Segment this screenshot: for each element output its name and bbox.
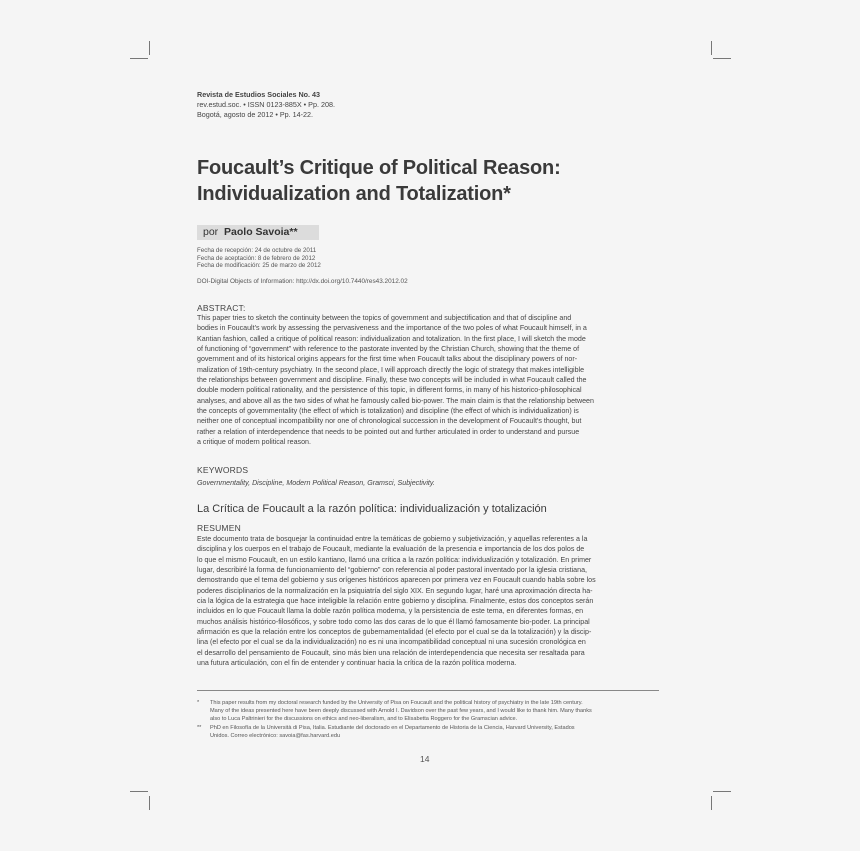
resumen-body: [197, 534, 659, 668]
footnote-line: Unidos. Correo electrónico: savoia@fas.harvard.edu: [210, 733, 341, 740]
resumen-label: RESUMEN: [197, 523, 241, 533]
crop-mark: [149, 796, 150, 810]
abstract-line: Kantian fashion, called a critique of political reason: individualization and totalization. In the first place, I will sketch the mode: [197, 334, 586, 343]
crop-mark: [130, 791, 148, 792]
journal-header: [197, 90, 335, 120]
author-box: [197, 225, 319, 240]
abstract-line: of functioning of “government” with reference to the pastorate invented by the Christian Church, showing that the theme of: [197, 345, 580, 354]
abstract-line: bodies in Foucault’s work by assessing the pervasiveness and the importance of the two poles of what Foucault himself, in a: [197, 324, 587, 333]
footnote-text: [210, 699, 659, 724]
author-name: Paolo Savoia**: [224, 226, 298, 238]
resumen-line: demostrando que el tema del gobierno y sus orígenes históricos aparecen por primera vez en Foucault cuando habla sobre los: [197, 576, 596, 585]
footnote-rule: [197, 690, 659, 691]
title-line: Individualization and Totalization*: [197, 183, 511, 205]
footnote-line: PhD en Filosofía de la Università di Pisa, Italia. Estudiante del doctorado en el Departamento de Historia de la Ciencia, Harvard University, Estados: [210, 725, 575, 731]
footnote-mark: **: [197, 725, 202, 731]
crop-mark: [130, 58, 148, 59]
title-line: Foucault’s Critique of Political Reason:: [197, 157, 561, 179]
journal-date: Bogotá, agosto de 2012 • Pp. 14-22.: [197, 110, 314, 119]
resumen-line: disciplina y los cuerpos en el trabajo de Foucault, mediante la evaluación de la presencia e importancia de los dos polos de: [197, 545, 585, 554]
crop-mark: [713, 791, 731, 792]
abstract-line: the concepts of governmentality (the effect of which is totalization) and discipline (the effect of which is individualization) is: [197, 407, 579, 416]
abstract-line: rather a relation of interdependence that needs to be pointed out and further articulated in order to understand and pursue: [197, 427, 580, 436]
abstract-line: This paper tries to sketch the continuity between the topics of government and subjectification and that of discipline and: [197, 314, 572, 322]
footnote-line: also to Luca Paltrinieri for the discussions on ethics and neo-liberalism, and to Elisabetta Roggero for the Gramscian advice.: [210, 716, 518, 723]
crop-mark: [713, 58, 731, 59]
resumen-line: afirmación es que la relación entre los conceptos de gubernamentalidad (el efecto por el cual se da la totalización) y la discip-: [197, 628, 592, 637]
doi-link[interactable]: DOI-Digital Objects of Information: http://dx.doi.org/10.7440/res43.2012.02: [197, 278, 408, 285]
date-accepted: Fecha de aceptación: 8 de febrero de 2012: [197, 254, 316, 262]
resumen-line: lugar, describiré la forma de funcionamiento del “gobierno” con referencia al poder pastoral inventado por la iglesia cristiana,: [197, 566, 587, 575]
page-number: 14: [420, 754, 430, 764]
resumen-line: lina (el efecto por el cual se da la individualización) no es ni una incompatibilidad conceptual ni una sucesión cronológica en: [197, 638, 586, 647]
abstract-line: the relationships between government and discipline. Finally, these two concepts will be included in what Foucault called the: [197, 376, 587, 385]
date-modified: Fecha de modificación: 25 de marzo de 2012: [197, 262, 321, 269]
author-prefix: por: [203, 226, 219, 238]
abstract-line: analyses, and above all as the two sides of what he famously called bio-power. The main claim is that the relationship between: [197, 396, 594, 405]
abstract-line: a critique of modern political reason.: [197, 438, 311, 447]
abstract-line: double modern political rationality, and the persistence of this topic, in different forms, in many of his historico-philosophical: [197, 386, 582, 395]
keywords-text: [197, 478, 659, 488]
footnote-mark: *: [197, 700, 200, 706]
resumen-line: el desarrollo del pensamiento de Foucault, sino más bien una relación de interdependencia que necesita ser resaltada para: [197, 648, 585, 657]
abstract-line: government and of its historical origins appears for the first time when Foucault talks about the disciplinary powers of nor-: [197, 355, 578, 364]
abstract-line: malization of 19th-century psychiatry. In the second place, I will approach directly the logic of strategy that makes intelligible: [197, 365, 585, 374]
resumen-line: incluidos en lo que Foucault llama la doble razón política moderna, y la persistencia de este tema, en diferentes formas, en: [197, 607, 584, 616]
resumen-line: una futura articulación, con el fin de entender y continuar hacia la crítica de la razón política moderna.: [197, 659, 517, 668]
resumen-line: cia la lógica de la estrategia que hace inteligible la relación entre gobierno y disciplina. Finalmente, estos dos conceptos serán: [197, 597, 594, 606]
keywords-list: Governmentality, Discipline, Modern Political Reason, Gramsci, Subjectivity.: [197, 479, 435, 487]
journal-name: Revista de Estudios Sociales No. 43: [197, 90, 321, 99]
footnote-text: [210, 724, 659, 740]
crop-mark: [711, 41, 712, 55]
abstract-line: neither one of conceptual incompatibility nor one of chronological succession in the development of Foucault’s thought, but: [197, 417, 582, 426]
abstract-body: [197, 313, 659, 447]
journal-issn: rev.estud.soc. • ISSN 0123-885X • Pp. 208.: [197, 100, 335, 109]
article-title: [197, 155, 667, 207]
resumen-line: Este documento trata de bosquejar la continuidad entre la temáticas de gobierno y subjetivización, y aquellas referentes a la: [197, 535, 588, 543]
article-dates: [197, 247, 321, 270]
keywords-label: KEYWORDS: [197, 465, 249, 475]
resumen-line: lo que el mismo Foucault, en un estilo kantiano, llamó una crítica a la razón política: individualización y totalización. En primer: [197, 555, 592, 564]
crop-mark: [711, 796, 712, 810]
footnote-line: This paper results from my doctoral research funded by the University of Pisa on Foucault and the political history of psychiatry in the late 19th century.: [210, 700, 583, 706]
resumen-line: poderes disciplinarios de la normalización en la psiquiatría del siglo XIX. En segundo lugar, haré una aproximación directa ha-: [197, 586, 593, 595]
crop-mark: [149, 41, 150, 55]
footnote-line: Many of the ideas presented here have been deeply discussed with Arnold I. Davidson over the past few years, and I would like to thank him. Many thanks: [210, 708, 592, 715]
footnote: [197, 699, 659, 725]
resumen-line: muchos análisis histórico-filosóficos, y sobre todo como las dos caras de lo que él llamó famosamente bio-poder. La principal: [197, 617, 590, 626]
spanish-title: La Crítica de Foucault a la razón política: individualización y totalización: [197, 503, 547, 515]
date-received: Fecha de recepción: 24 de octubre de 2011: [197, 247, 317, 254]
abstract-label: ABSTRACT:: [197, 303, 246, 313]
footnote: [197, 724, 659, 742]
